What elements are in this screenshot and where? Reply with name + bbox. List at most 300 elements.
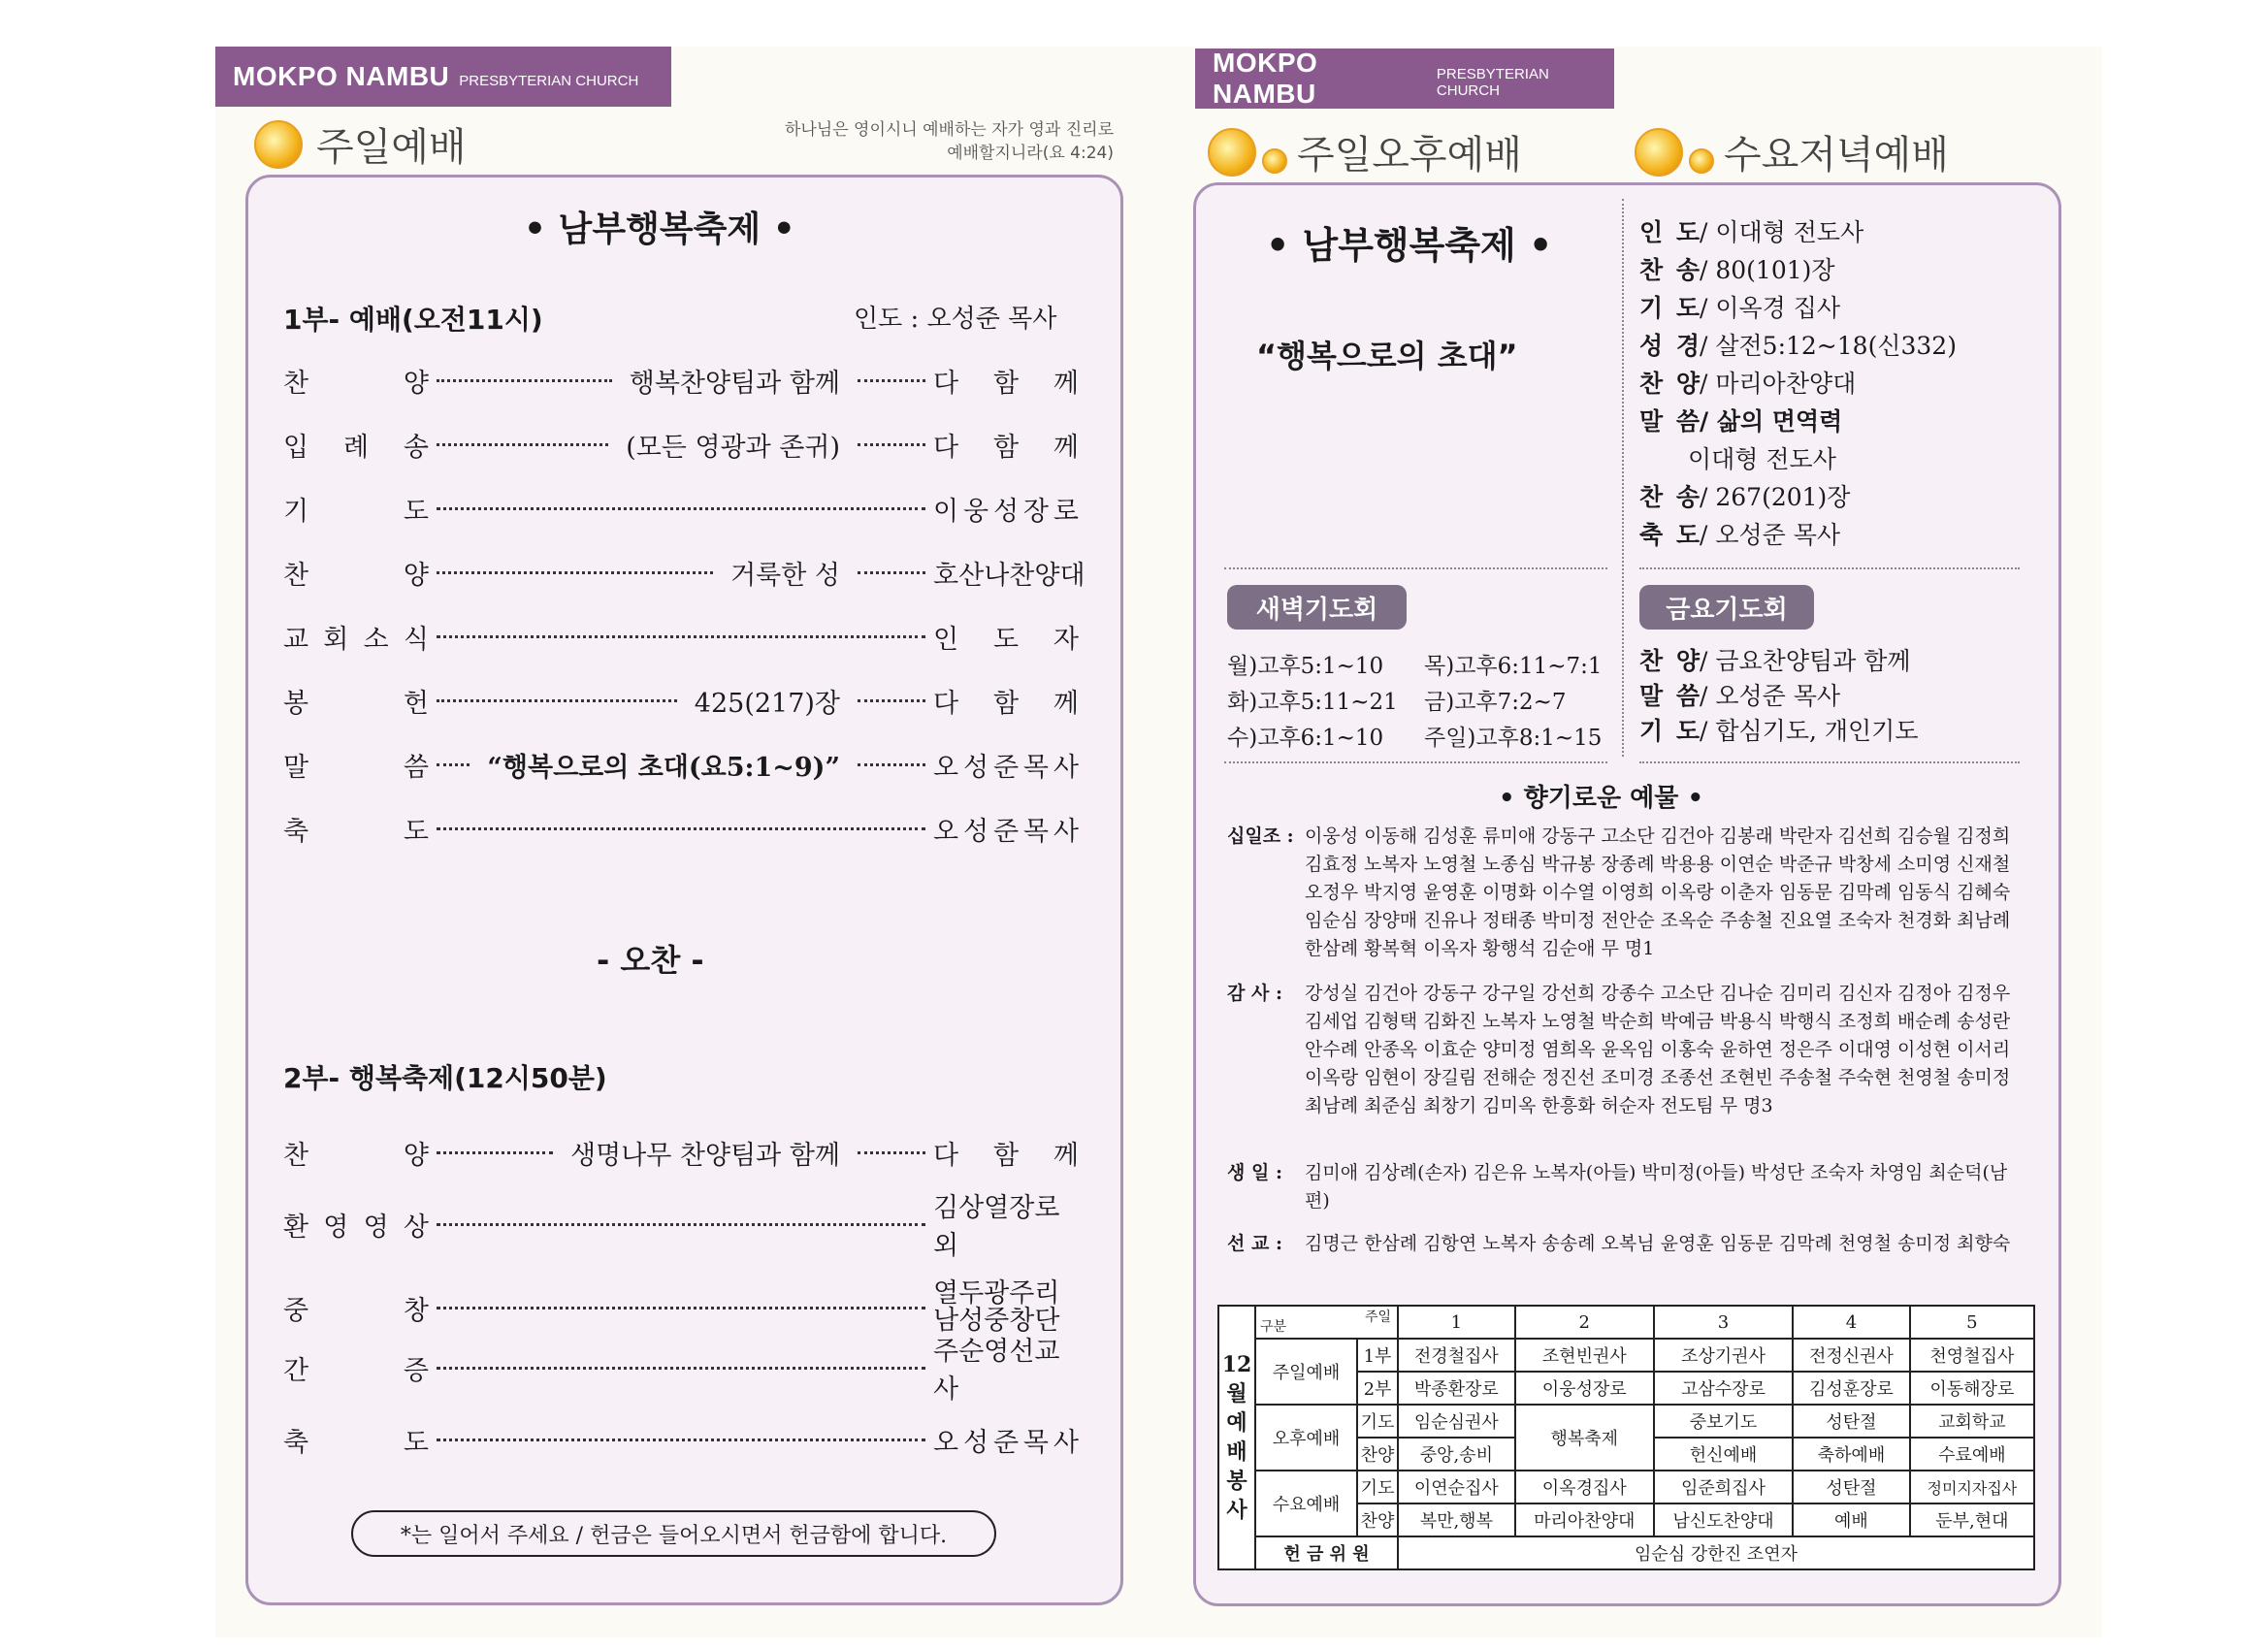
lunch-heading: - 오찬 - — [597, 942, 704, 979]
label-char: 중 — [283, 1295, 309, 1326]
dawn-reading: 월)고후5:1~10 — [1227, 654, 1384, 679]
afternoon-festival-title: • 남부행복축제 • — [1266, 224, 1553, 267]
offering-list — [1227, 1230, 2023, 1258]
section-label: 주일예배 — [316, 125, 467, 170]
dawn-prayer-label: 새벽기도회 — [1227, 585, 1407, 630]
bible-verse — [785, 118, 1114, 165]
item-key — [1639, 712, 1700, 747]
brand-sub: PRESBYTERIAN CHURCH — [1436, 66, 1549, 99]
schedule-cell: 복만,행복 — [1398, 1504, 1515, 1536]
item-key — [1639, 251, 1700, 286]
week-1: 1 — [1398, 1306, 1515, 1339]
person-text: 김상열장로 외 — [933, 1193, 1060, 1261]
order-row — [283, 427, 1079, 462]
order-row — [283, 1337, 1079, 1405]
order-label — [283, 810, 429, 848]
order-row — [283, 363, 1079, 398]
label-char: 봉 — [283, 688, 309, 719]
order-person — [933, 554, 1085, 592]
person-text: 사 — [1053, 752, 1079, 783]
item-key — [1639, 677, 1700, 712]
week-2: 2 — [1515, 1306, 1654, 1339]
leader-dots — [437, 635, 925, 638]
divider — [1224, 761, 1607, 763]
schedule-cell: 고삼수장로 — [1654, 1372, 1793, 1405]
candle-icon — [1635, 128, 1683, 177]
schedule-corner — [1255, 1306, 1398, 1339]
person-text: 다 — [933, 432, 959, 463]
person-text: 성 — [992, 496, 1020, 527]
sub-label: 1부 — [1357, 1339, 1398, 1372]
dawn-reading: 금)고후7:2~7 — [1424, 690, 1567, 715]
order-label — [283, 746, 429, 784]
row-sunday-service: 주일예배 — [1255, 1339, 1357, 1405]
service-schedule-table — [1217, 1305, 2035, 1570]
label-char: 소 — [363, 624, 389, 655]
key-char: 찬 — [1639, 256, 1664, 284]
bulb-icon — [254, 120, 303, 169]
person-text: 산 — [958, 560, 985, 591]
footer-note: *는 일어서 주세요 / 헌금은 들어오시면서 헌금함에 합니다. — [351, 1510, 996, 1557]
schedule-cell: 남신도찬양대 — [1654, 1504, 1793, 1536]
offering-category: 감 사 : — [1227, 983, 1282, 1004]
schedule-cell: 조현빈권사 — [1515, 1339, 1654, 1372]
order-content: (모든 영광과 존귀) — [626, 432, 840, 463]
brand-name: MOKPO NAMBU — [233, 61, 450, 91]
person-text: 함 — [992, 688, 1020, 719]
schedule-cell: 박종환장로 — [1398, 1372, 1515, 1405]
person-text: 사 — [1053, 1427, 1079, 1458]
order-label — [283, 554, 429, 592]
offering-category: 선 교 : — [1227, 1233, 1282, 1254]
row-wednesday-service: 수요예배 — [1255, 1471, 1357, 1536]
person-text: 다 — [933, 688, 959, 719]
verse-line-1: 하나님은 영이시니 예배하는 자가 영과 진리로 — [784, 120, 1114, 140]
key-char: 경 — [1675, 332, 1700, 360]
order-person — [933, 1421, 1079, 1459]
key-char: 축 — [1639, 521, 1664, 549]
order-content: 425(217)장 — [694, 688, 840, 719]
verse-line-2: 예배할지니라(요 4:24) — [947, 144, 1114, 163]
brand-sub: PRESBYTERIAN CHURCH — [459, 72, 639, 89]
order-label — [283, 426, 429, 464]
order-person — [933, 362, 1079, 400]
schedule-cell: 이연순집사 — [1398, 1471, 1515, 1504]
wednesday-title — [1635, 124, 1949, 179]
brand-name: MOKPO NAMBU — [1213, 48, 1318, 109]
leader-dots — [437, 763, 470, 766]
person-text: 자 — [1053, 624, 1079, 655]
sub-label: 찬양 — [1357, 1504, 1398, 1536]
person-text: 인 — [933, 624, 959, 655]
divider — [1224, 567, 1607, 569]
leader-dots — [437, 507, 925, 510]
schedule-cell: 천영철집사 — [1910, 1339, 2034, 1372]
key-char: 송 — [1675, 256, 1700, 284]
label-char: 양 — [403, 560, 429, 591]
sub-label: 2부 — [1357, 1372, 1398, 1405]
item-value: / 이대형 전도사 — [1700, 218, 1864, 246]
order-row — [283, 1278, 1079, 1337]
column-divider — [1622, 199, 1624, 757]
person-text: 준 — [992, 816, 1020, 847]
order-label — [283, 1206, 429, 1244]
person-text: 나 — [984, 560, 1010, 591]
dawn-reading: 수)고후6:1~10 — [1227, 726, 1384, 751]
offering-names: 김미애 김상례(손자) 김은유 노복자(아들) 박미정(아들) 박성단 조숙자 차영임 최순덕(남편) — [1305, 1162, 2008, 1212]
item-value: / 267(201)장 — [1700, 483, 1851, 511]
left-section-title — [254, 116, 467, 172]
label-char: 영 — [323, 1212, 349, 1243]
program-item — [1639, 677, 1840, 712]
person-text: 다 — [933, 1140, 959, 1171]
sub-label: 기도 — [1357, 1471, 1398, 1504]
person-text: 다 — [933, 368, 959, 399]
order-content: 거룩한 성 — [730, 560, 840, 591]
person-text: 로 — [1053, 496, 1079, 527]
leader-dots — [437, 699, 677, 702]
order-content: 행복찬양팀과 함께 — [629, 368, 840, 399]
key-char: 씀 — [1675, 407, 1700, 436]
afternoon-subtitle: “행복으로의 초대” — [1256, 338, 1518, 374]
schedule-cell: 교회학교 — [1910, 1405, 2034, 1438]
label-char: 회 — [323, 624, 349, 655]
item-key — [1639, 365, 1700, 400]
item-value: / 살전5:12~18(신332) — [1700, 332, 1957, 360]
program-item — [1639, 478, 1850, 513]
key-char: 송 — [1675, 483, 1700, 511]
schedule-cell: 임준희집사 — [1654, 1471, 1793, 1504]
key-char: 양 — [1675, 370, 1700, 398]
item-key — [1639, 213, 1700, 248]
offering-names: 이웅성 이동해 김성훈 류미애 강동구 고소단 김건아 김봉래 박란자 김선희 김승월 김정희 김효정 노복자 노영철 노종심 박규봉 장종례 박용용 이연순 박준규 박창세 소미영 신재철 오정우 박지영 윤영훈 이명화 이수열 이영희 이옥랑 이춘자 임동문 김막례 임동식 김혜숙 임순심 장양매 진유나 정태종 박미정 전안순 조옥순 주송철 진요열 조숙자 천경화 최남례 한삼례 황복혁 이옥자 황행석 김순애 무 명1 — [1305, 825, 2011, 959]
order-person — [933, 1280, 1079, 1335]
schedule-cell: 이동해장로 — [1910, 1372, 2034, 1405]
friday-prayer-label: 금요기도회 — [1639, 585, 1814, 630]
order-content: “행복으로의 초대(요5:1~9)” — [487, 752, 840, 783]
person-text: 이 — [933, 496, 959, 527]
order-person — [933, 1134, 1079, 1172]
offering-title: • 향기로운 예물 • — [1499, 784, 1704, 813]
offering-committee-names: 임순심 강한진 조연자 — [1398, 1536, 2034, 1569]
order-row — [283, 1135, 1079, 1170]
candle-icon — [1208, 128, 1256, 177]
item-value: / 오성준 목사 — [1700, 521, 1841, 549]
person-text: 양 — [1034, 560, 1060, 591]
person-text: 함 — [992, 1140, 1020, 1171]
schedule-cell: 행복축제 — [1515, 1405, 1654, 1471]
offering-category: 생 일 : — [1227, 1162, 1282, 1183]
key-char: 도 — [1675, 218, 1700, 246]
person-text: 오 — [933, 752, 959, 783]
schedule-cell: 헌신예배 — [1654, 1438, 1793, 1471]
order-label — [283, 1421, 429, 1459]
person-text: 웅 — [962, 496, 989, 527]
item-key — [1639, 516, 1700, 551]
part2-heading: 2부- 행복축제(12시50분) — [283, 1062, 607, 1094]
schedule-cell: 성탄절 — [1793, 1405, 1910, 1438]
schedule-cell: 마리아찬양대 — [1515, 1504, 1654, 1536]
leader-dots — [858, 379, 925, 382]
order-label — [283, 682, 429, 720]
label-char: 간 — [283, 1355, 309, 1386]
key-char: 찬 — [1639, 483, 1664, 511]
order-row — [283, 747, 1079, 782]
person-text: 남성중창단 — [933, 1306, 1060, 1336]
leader-dots — [858, 571, 925, 574]
person-text: 장 — [1022, 496, 1049, 527]
program-item — [1639, 440, 1836, 475]
label-char: 입 — [283, 432, 309, 463]
key-char: 씀 — [1675, 682, 1700, 710]
row-afternoon-service: 오후예배 — [1255, 1405, 1357, 1471]
item-value: / 오성준 목사 — [1700, 682, 1841, 710]
item-key — [1639, 327, 1700, 362]
label-char: 축 — [283, 1427, 309, 1458]
leader-dots — [437, 443, 608, 446]
label-char: 송 — [403, 432, 429, 463]
label-char: 말 — [283, 752, 309, 783]
key-char: 도 — [1675, 294, 1700, 322]
left-brand-band — [215, 47, 671, 107]
label-char: 도 — [403, 496, 429, 527]
order-person — [933, 810, 1079, 848]
order-row — [283, 811, 1079, 846]
key-char: 도 — [1675, 717, 1700, 745]
label-char: 찬 — [283, 368, 309, 399]
schedule-cell: 이웅성장로 — [1515, 1372, 1654, 1405]
person-text: 께 — [1053, 432, 1079, 463]
label-char: 창 — [403, 1295, 429, 1326]
schedule-cell: 이옥경집사 — [1515, 1471, 1654, 1504]
person-text: 께 — [1053, 688, 1079, 719]
person-text: 께 — [1053, 368, 1079, 399]
divider — [1639, 761, 2020, 763]
week-3: 3 — [1654, 1306, 1793, 1339]
key-char: 찬 — [1639, 370, 1664, 398]
schedule-cell: 임순심권사 — [1398, 1405, 1515, 1438]
label-char: 영 — [363, 1212, 389, 1243]
order-person — [933, 682, 1079, 720]
order-label — [283, 1289, 429, 1327]
offering-category: 십일조 : — [1227, 825, 1294, 847]
key-char: 양 — [1675, 647, 1700, 675]
person-text: 주순영선교사 — [933, 1337, 1060, 1405]
divider — [1639, 567, 2020, 569]
corner-category: 구분 — [1260, 1319, 1287, 1335]
leader-dots — [437, 1439, 925, 1441]
program-item — [1639, 289, 1840, 324]
item-key — [1639, 478, 1700, 513]
item-value: / 80(101)장 — [1700, 256, 1835, 284]
item-key — [1639, 289, 1700, 324]
label-char: 상 — [403, 1212, 429, 1243]
person-text: 사 — [1053, 816, 1079, 847]
schedule-cell: 정미지자집사 — [1910, 1471, 2034, 1504]
order-label — [283, 490, 429, 528]
leader-dots — [437, 1307, 925, 1310]
leader-dots — [437, 1223, 925, 1226]
item-value: / 합심기도, 개인기도 — [1700, 717, 1919, 745]
schedule-side-label: 12월 예배봉사 — [1218, 1306, 1255, 1569]
person-text: 성 — [962, 816, 989, 847]
label-char: 양 — [403, 368, 429, 399]
label-char: 증 — [403, 1355, 429, 1386]
leader-dots — [437, 1367, 925, 1370]
candle-small-icon — [1262, 148, 1287, 174]
person-text: 오 — [933, 816, 959, 847]
schedule-cell: 축하예배 — [1793, 1438, 1910, 1471]
label-char: 양 — [403, 1140, 429, 1171]
label-char: 도 — [403, 1427, 429, 1458]
order-label — [283, 1134, 429, 1172]
person-text: 께 — [1053, 1140, 1079, 1171]
schedule-cell: 예배 — [1793, 1504, 1910, 1536]
label-char: 환 — [283, 1212, 309, 1243]
leader-dots — [437, 1151, 553, 1154]
item-key — [1639, 642, 1700, 677]
label-char: 찬 — [283, 560, 309, 591]
key-char: 기 — [1639, 717, 1664, 745]
order-label — [283, 1349, 429, 1387]
corner-week: 주일 — [1364, 1310, 1391, 1325]
section-label: 주일오후예배 — [1297, 133, 1522, 178]
label-char: 헌 — [403, 688, 429, 719]
candle-small-icon — [1689, 148, 1714, 174]
order-label — [283, 618, 429, 656]
key-char: 성 — [1639, 332, 1664, 360]
schedule-cell: 중앙,송비 — [1398, 1438, 1515, 1471]
label-char: 도 — [403, 816, 429, 847]
label-char: 식 — [403, 624, 429, 655]
leader-dots — [858, 699, 925, 702]
sub-label: 찬양 — [1357, 1438, 1398, 1471]
order-row — [283, 555, 1085, 591]
person-text: 함 — [992, 432, 1020, 463]
label-char: 찬 — [283, 1140, 309, 1171]
part1-heading: 1부- 예배(오전11시) — [283, 304, 543, 336]
offering-names: 강성실 김건아 강동구 강구일 강선희 강종수 고소단 김나순 김미리 김신자 김정아 김정우 김세업 김형택 김화진 노복자 노영철 박순희 박예금 박용식 박행식 조정희 배순례 송성란 안수례 안종옥 이효순 양미정 염희옥 윤옥임 이홍숙 윤하연 정은주 이대영 이성현 이서리 이옥랑 임현이 장길림 전해순 정진선 조미경 조종선 조현빈 주송철 주숙현 천영철 송미정 최남례 최준심 최창기 김미옥 한흥화 허순자 전도팀 무 명3 — [1305, 983, 2011, 1116]
right-brand-band — [1195, 48, 1614, 109]
person-text: 목 — [1022, 816, 1049, 847]
offering-list — [1227, 980, 2023, 1120]
offering-names: 김명근 한삼례 김항연 노복자 송송례 오복님 윤영훈 임동문 김막례 천영철 송미정 최향숙 — [1305, 1233, 2011, 1254]
schedule-cell: 둔부,현대 — [1910, 1504, 2034, 1536]
person-text: 목 — [1022, 1427, 1049, 1458]
key-char: 말 — [1639, 407, 1664, 436]
dawn-reading: 목)고후6:11~7:1 — [1424, 654, 1603, 679]
program-item — [1639, 251, 1835, 286]
order-person — [933, 490, 1079, 528]
person-text: 도 — [992, 624, 1020, 655]
item-value: / 마리아찬양대 — [1700, 370, 1857, 398]
leader-dots — [858, 1151, 925, 1154]
schedule-cell: 전경철집사 — [1398, 1339, 1515, 1372]
label-char: 기 — [283, 496, 309, 527]
person-text: 성 — [962, 1427, 989, 1458]
item-value: / 이옥경 집사 — [1700, 294, 1841, 322]
item-key — [1639, 403, 1700, 437]
person-text: 목 — [1022, 752, 1049, 783]
person-text: 찬 — [1009, 560, 1035, 591]
week-5: 5 — [1910, 1306, 2034, 1339]
key-char: 기 — [1639, 294, 1664, 322]
section-label: 수요저녁예배 — [1724, 133, 1949, 178]
leader-dots — [437, 571, 713, 574]
order-row — [283, 1422, 1079, 1457]
order-row — [283, 1193, 1079, 1261]
schedule-cell: 김성훈장로 — [1793, 1372, 1910, 1405]
label-char: 씀 — [403, 752, 429, 783]
festival-title: • 남부행복축제 • — [524, 210, 795, 249]
schedule-cell: 수료예배 — [1910, 1438, 2034, 1471]
order-person — [933, 1186, 1079, 1262]
program-item — [1639, 516, 1840, 551]
offering-committee-label: 헌 금 위 원 — [1255, 1536, 1398, 1569]
order-person — [933, 1330, 1079, 1406]
key-char: 말 — [1639, 682, 1664, 710]
schedule-cell: 전정신권사 — [1793, 1339, 1910, 1372]
dawn-reading: 주일)고후8:1~15 — [1424, 726, 1603, 751]
person-text: 준 — [992, 752, 1020, 783]
item-value: 이대형 전도사 — [1688, 445, 1836, 473]
leader-dots — [437, 379, 612, 382]
person-text: 준 — [992, 1427, 1020, 1458]
person-text: 대 — [1059, 560, 1085, 591]
program-item — [1639, 213, 1863, 248]
order-row — [283, 491, 1079, 526]
key-char: 찬 — [1639, 647, 1664, 675]
order-person — [933, 618, 1079, 656]
item-value: / 삶의 면역력 — [1700, 407, 1843, 436]
program-item — [1639, 403, 1842, 437]
person-text: 함 — [992, 368, 1020, 399]
schedule-cell: 성탄절 — [1793, 1471, 1910, 1504]
offering-list — [1227, 1159, 2023, 1215]
order-row — [283, 619, 1079, 654]
program-item — [1639, 642, 1911, 677]
sub-label: 기도 — [1357, 1405, 1398, 1438]
schedule-cell: 중보기도 — [1654, 1405, 1793, 1438]
item-value: / 금요찬양팀과 함께 — [1700, 647, 1911, 675]
leader-dots — [858, 443, 925, 446]
schedule-cell: 조상기권사 — [1654, 1339, 1793, 1372]
order-content: 생명나무 찬양팀과 함께 — [570, 1140, 840, 1171]
offering-list — [1227, 823, 2023, 963]
person-text: 성 — [962, 752, 989, 783]
person-text: 열두광주리 — [933, 1278, 1060, 1309]
program-item — [1639, 327, 1957, 362]
week-4: 4 — [1793, 1306, 1910, 1339]
label-char: 교 — [283, 624, 309, 655]
leader-dots — [858, 763, 925, 766]
sunday-afternoon-title — [1208, 124, 1522, 179]
label-char: 축 — [283, 816, 309, 847]
leader-dots — [437, 827, 925, 830]
key-char: 인 — [1639, 218, 1664, 246]
program-item — [1639, 365, 1856, 400]
order-label — [283, 362, 429, 400]
label-char: 례 — [342, 432, 370, 463]
key-char: 도 — [1675, 521, 1700, 549]
order-person — [933, 426, 1079, 464]
order-person — [933, 746, 1079, 784]
person-text: 호 — [933, 560, 959, 591]
part1-leader: 인도 : 오성준 목사 — [854, 305, 1057, 334]
program-item — [1639, 712, 1918, 747]
order-row — [283, 683, 1079, 718]
person-text: 오 — [933, 1427, 959, 1458]
